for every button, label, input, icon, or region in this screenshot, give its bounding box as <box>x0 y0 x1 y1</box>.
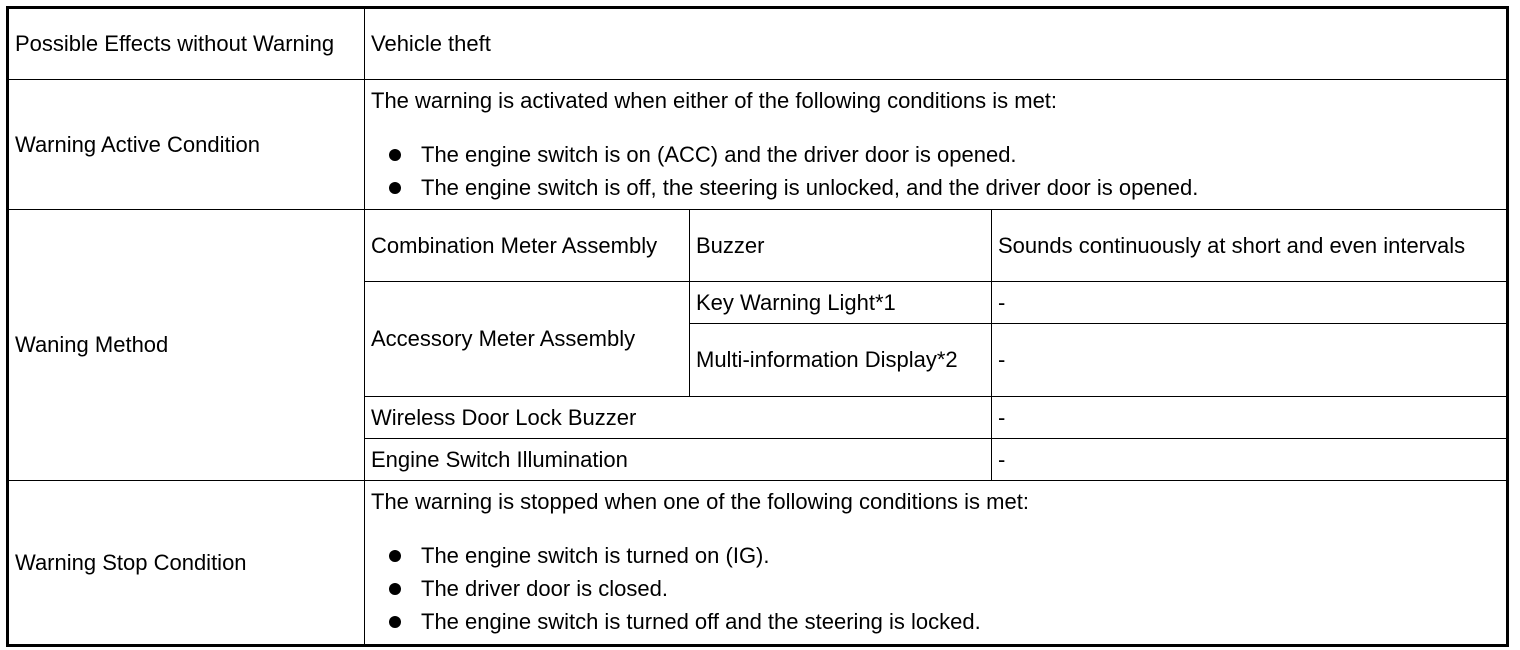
row-possible-effects <box>8 8 1508 80</box>
combination-meter-label: Combination Meter Assembly <box>365 210 690 282</box>
list-item: The engine switch is turned on (IG). <box>385 539 1500 572</box>
warning-stop-condition-cell <box>365 481 1508 646</box>
active-condition-list <box>371 138 1500 204</box>
buzzer-value: Sounds continuously at short and even intervals <box>992 210 1508 282</box>
bullet-icon <box>389 550 401 562</box>
buzzer-label: Buzzer <box>690 210 992 282</box>
accessory-meter-label: Accessory Meter Assembly <box>365 282 690 397</box>
list-item: The driver door is closed. <box>385 572 1500 605</box>
list-item: The engine switch is turned off and the steering is locked. <box>385 605 1500 638</box>
engine-switch-illumination-label: Engine Switch Illumination <box>365 439 992 481</box>
row-warning-active-condition <box>8 80 1508 210</box>
possible-effects-value: Vehicle theft <box>365 8 1508 80</box>
row-warning-stop-condition <box>8 481 1508 646</box>
wireless-door-lock-buzzer-label: Wireless Door Lock Buzzer <box>365 397 992 439</box>
active-condition-intro: The warning is activated when either of the following conditions is met: <box>371 87 1058 113</box>
bullet-icon <box>389 182 401 194</box>
possible-effects-label: Possible Effects without Warning <box>8 8 365 80</box>
warning-stop-condition-label: Warning Stop Condition <box>8 481 365 646</box>
list-item: The engine switch is off, the steering is unlocked, and the driver door is opened. <box>385 171 1500 204</box>
wireless-door-lock-buzzer-value: - <box>992 397 1508 439</box>
multi-info-display-label: Multi-information Display*2 <box>690 324 992 397</box>
warning-spec-table <box>6 6 1509 647</box>
multi-info-display-value: - <box>992 324 1508 397</box>
row-combination-meter <box>8 210 1508 282</box>
list-item: The engine switch is on (ACC) and the driver door is opened. <box>385 138 1500 171</box>
key-warning-light-value: - <box>992 282 1508 324</box>
key-warning-light-label: Key Warning Light*1 <box>690 282 992 324</box>
stop-condition-intro: The warning is stopped when one of the following conditions is met: <box>371 489 1029 514</box>
bullet-icon <box>389 583 401 595</box>
warning-active-condition-label: Warning Active Condition <box>8 80 365 210</box>
bullet-icon <box>389 149 401 161</box>
warning-active-condition-cell <box>365 80 1508 210</box>
engine-switch-illumination-value: - <box>992 439 1508 481</box>
stop-condition-list <box>371 539 1500 638</box>
waning-method-label: Waning Method <box>8 210 365 481</box>
bullet-icon <box>389 616 401 628</box>
